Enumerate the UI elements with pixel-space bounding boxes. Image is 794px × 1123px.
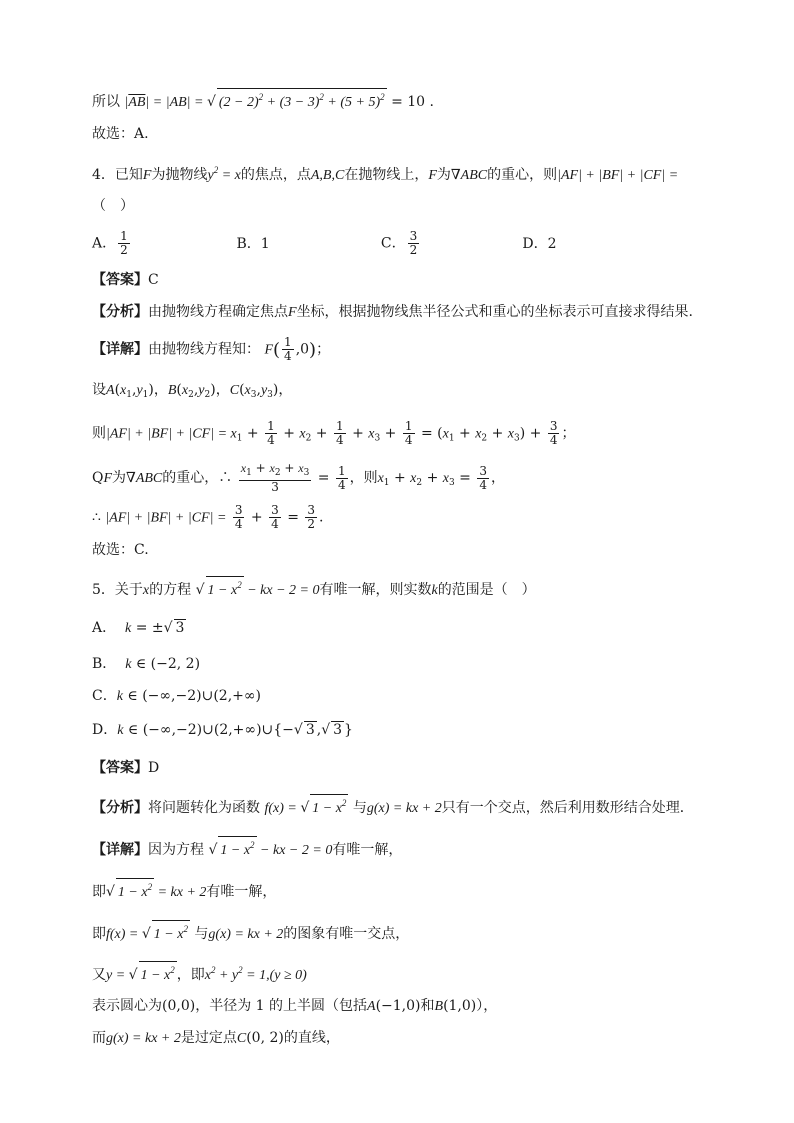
question-4-options: A． $\frac{1}{2}$ B．1 C． $\frac{3}{2}$ D．2 (92, 229, 557, 257)
detail-4-points: 设$A(x_1,y_1)$，$B(x_2,y_2)$，$C(x_3,y_3)$， (92, 382, 293, 400)
choose-c-line: 故选：C. (92, 542, 149, 558)
option-5a: A． k = ±√ 3 (92, 620, 185, 636)
detail-5-circle: 又y = √ $1 - x^2$ ，即$x^2 + y^2 = 1,(y \ge 0)$ (92, 960, 307, 986)
option-5b: B． k ∈ (−2, 2) (92, 656, 201, 672)
question-4-stem: 4．已知F为抛物线$y^2 = x$的焦点，点A,B,C在抛物线上，F为∇ABC的重心，则|AF| + |BF| + |CF| = (92, 165, 679, 183)
detail-4-centroid: QF为∇ABC的重心，∴ $\frac{x_1 + x_2 + x_3}{3}$ = $\frac{1}{4}$ ，则$x_1 + x_2 + x_3$ = $\frac{3}{4}$ ， (92, 461, 505, 494)
detail-4-result: ∴ |AF| + |BF| + |CF| = $\frac{3}{4}$ + $\frac{3}{4}$ = $\frac{3}{2}$ . (92, 503, 324, 531)
answer-4: 【答案】C (92, 272, 159, 288)
answer-5: 【答案】D (92, 760, 160, 776)
detail-5-equation: 【详解】因为方程 √ $1 - x^2$ − kx − 2 = 0有唯一解， (92, 836, 402, 861)
analysis-4: 【分析】由抛物线方程确定焦点F坐标，根据抛物线焦半径公式和重心的坐标表示可直接求得结果. (92, 304, 694, 320)
detail-5-line: 而g(x) = kx + 2是过定点C(0, 2)的直线， (92, 1030, 340, 1046)
detail-5-functions: 即f(x) = √ $1 - x^2$ 与g(x) = kx + 2的图象有唯一交点， (92, 920, 409, 945)
option-5c: C．k ∈ (−∞,−2)∪(2,+∞) (92, 688, 262, 704)
analysis-5: 【分析】将问题转化为函数 f(x) = √ $1 - x^2$ 与g(x) = kx + 2只有一个交点，然后利用数形结合处理． (92, 794, 694, 819)
detail-4-sum: 则$|AF| + |BF| + |CF| = x_1$ + $\frac{1}{4}$ + $x_2$ + $\frac{1}{4}$ + $x_3$ + $\frac{1}{4}$ = $(x_1 + x_2 + x_3)$ + $\frac{3}{4}$ ； (92, 419, 576, 447)
detail-5-semicircle: 表示圆心为(0,0)，半径为 1 的上半圆（包括A(−1,0)和B(1,0)）， (92, 998, 498, 1014)
detail-5-rewrite: 即√ $1 - x^2$ = kx + 2有唯一解， (92, 878, 276, 903)
option-5d: D．k ∈ (−∞,−2)∪(2,+∞)∪{−√ 3 ,√ 3 } (92, 722, 353, 738)
choose-a-line: 故选：A. (92, 126, 149, 142)
detail-4-focus: 【详解】由抛物线方程知： F( $\frac{1}{4}$ ,0)； (92, 335, 331, 363)
question-5-stem: 5．关于x的方程 √ $1 - x^2$ − kx − 2 = 0有唯一解，则实数k的范围是（ ） (92, 576, 536, 601)
solution-line-result: 所以 $|\overline{AB}| = |AB|$ = √ $(2 - 2)^2 + (3 - 3)^2 + (5 + 5)^2 = 10$ . (92, 88, 434, 113)
question-4-paren: （ ） (92, 198, 134, 214)
